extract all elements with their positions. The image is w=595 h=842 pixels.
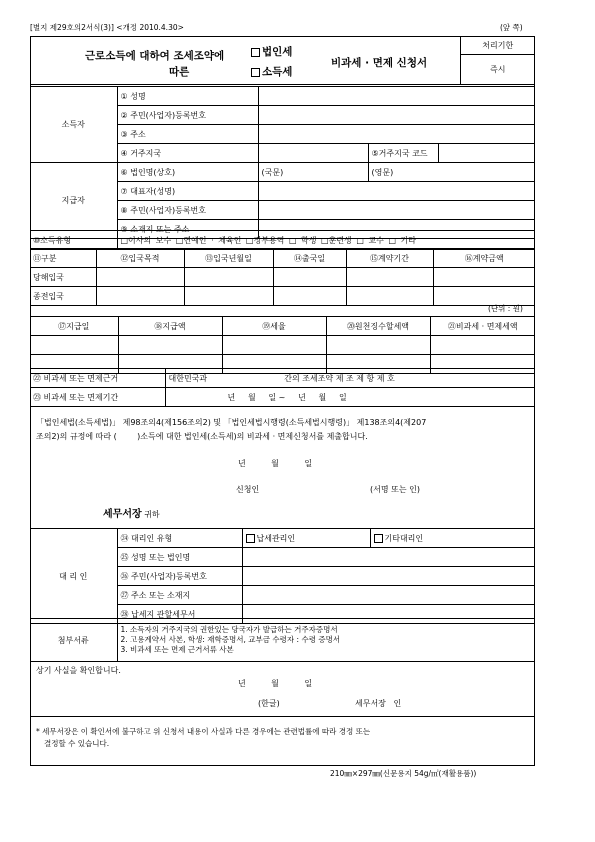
title-left-line1: 근로소득에 대하여 조세조약에 — [85, 50, 225, 62]
table-cell[interactable] — [96, 287, 184, 306]
agent-table — [30, 528, 535, 624]
revision: <개정 2010.4.30> — [116, 23, 184, 32]
table-cell[interactable] — [273, 268, 346, 287]
statement-block — [36, 416, 531, 444]
earner-id-field[interactable] — [258, 106, 535, 125]
honorific: 귀하 — [144, 510, 160, 519]
entry-header-category: ⑪구분 — [30, 249, 96, 268]
form-id-header — [30, 22, 184, 33]
table-cell[interactable] — [346, 268, 433, 287]
earner-name-label: ① 성명 — [117, 87, 258, 106]
table-cell[interactable] — [222, 336, 326, 355]
agent-type-label: ㉔ 대리인 유형 — [117, 529, 242, 548]
table-cell[interactable] — [30, 336, 118, 355]
title-table — [30, 36, 535, 85]
statement-line1: 「법인세법(소득세법)」 제98조의4(제156조의2) 및 「법인세법시행령(소득세법시행령)」 제138조의4(제207 — [36, 418, 427, 427]
income-earner-label: 소득자 — [30, 87, 117, 163]
title-option-income[interactable]: 소득세 — [251, 64, 292, 79]
sign-label[interactable]: (서명 또는 인) — [370, 485, 420, 494]
title-right: 비과세 · 면제 신청서 — [331, 57, 428, 69]
entry-header-contract-amount: ⑯계약금액 — [433, 249, 535, 268]
agent-label: 대 리 인 — [30, 529, 117, 624]
attachments-label: 첨부서류 — [30, 619, 117, 662]
basis-field[interactable] — [165, 369, 535, 388]
form-id: [별지 제29호의2서식(3)] — [30, 23, 114, 32]
paper-spec: 210㎜×297㎜(신문용지 54g/㎡(재활용품)) — [330, 769, 477, 778]
table-cell[interactable] — [118, 336, 222, 355]
option-trainee[interactable]: □훈련생 — [321, 235, 352, 245]
earner-name-field[interactable] — [258, 87, 535, 106]
agent-id-field[interactable] — [242, 567, 535, 586]
entry-row-previous: 종전입국 — [30, 287, 96, 306]
entry-header-contract-period: ⑮계약기간 — [346, 249, 433, 268]
page-side: (앞 쪽) — [500, 23, 523, 32]
earner-address-field[interactable] — [258, 125, 535, 144]
earner-country-field[interactable] — [258, 144, 368, 163]
checkbox-icon[interactable] — [251, 68, 260, 77]
payer-rep-field[interactable] — [258, 182, 535, 201]
agent-option-tax-manager[interactable]: 납세관리인 — [242, 529, 370, 548]
checkbox-icon[interactable] — [246, 534, 255, 543]
option-professor[interactable]: □ 교수 — [356, 235, 384, 245]
confirm-text: 상기 사실을 확인합니다. — [36, 666, 121, 675]
attachment-item: 3. 비과세 또는 면제 근거서류 사본 — [120, 645, 234, 654]
earner-country-label: ④ 거주지국 — [117, 144, 258, 163]
income-type-table — [30, 230, 535, 250]
payer-id-field[interactable] — [258, 201, 535, 220]
title-cell — [30, 36, 460, 85]
payment-header-exempt: ㉑비과세 · 면제세액 — [430, 317, 535, 336]
checkbox-icon[interactable] — [251, 48, 260, 57]
agent-address-label: ㉗ 주소 또는 소재지 — [117, 586, 242, 605]
entry-header-entry-date: ⑬입국년월일 — [184, 249, 273, 268]
table-cell[interactable] — [430, 336, 535, 355]
payer-company-korean[interactable]: (국문) — [258, 163, 368, 182]
payer-rep-label: ⑦ 대표자(성명) — [117, 182, 258, 201]
confirm-office: 세무서장 인 — [355, 699, 402, 708]
option-director-fee[interactable]: □이사의 보수 — [120, 235, 172, 245]
agent-name-label: ㉕ 성명 또는 법인명 — [117, 548, 242, 567]
option-student[interactable]: □ 학생 — [288, 235, 317, 245]
basis-text-b: 간의 조세조약 제 조 제 항 제 호 — [284, 373, 395, 383]
table-cell[interactable] — [273, 287, 346, 306]
unit-label: (단위 : 원) — [488, 304, 523, 313]
title-option-corporate[interactable]: 법인세 — [251, 44, 292, 59]
period-label: ㉓ 비과세 또는 면제기간 — [30, 388, 165, 407]
agent-name-field[interactable] — [242, 548, 535, 567]
earner-address-label: ③ 주소 — [117, 125, 258, 144]
basis-label: ㉒ 비과세 또는 면제근거 — [30, 369, 165, 388]
country-code-field[interactable] — [438, 144, 535, 163]
payer-company-english[interactable]: (영문) — [368, 163, 535, 182]
attachments-list — [117, 619, 535, 662]
payment-header-amount: ⑱지급액 — [118, 317, 222, 336]
note-line2: 결정할 수 있습니다. — [44, 739, 110, 748]
payer-company-label: ⑥ 법인명(상호) — [117, 163, 258, 182]
addressee — [103, 505, 160, 520]
payment-header-rate: ⑲세율 — [222, 317, 326, 336]
table-cell[interactable] — [96, 268, 184, 287]
option-government[interactable]: □정부용역 — [245, 235, 285, 245]
divider — [30, 716, 535, 717]
table-cell[interactable] — [433, 268, 535, 287]
entry-header-exit-date: ⑭출국일 — [273, 249, 346, 268]
country-code-label: ⑤거주지국 코드 — [368, 144, 438, 163]
confirm-hangul: (한글) — [258, 699, 280, 708]
attachment-item: 2. 고용계약서 사본, 학생: 재학증명서, 교부금 수령자 : 수령 증명서 — [120, 635, 341, 644]
payer-label: 지급자 — [30, 163, 117, 239]
statement-date[interactable]: 년 월 일 — [238, 459, 313, 468]
office-label: 세무서장 — [103, 509, 142, 520]
period-field[interactable]: 년 월 일 ~ 년 월 일 — [165, 388, 535, 407]
earner-payer-table — [30, 86, 535, 239]
title-left-line2: 따른 — [169, 66, 190, 78]
income-type-label: ⑩소득유형 — [30, 231, 117, 250]
confirm-date[interactable]: 년 월 일 — [238, 679, 313, 688]
entry-header-purpose: ⑫입국목적 — [96, 249, 184, 268]
table-cell[interactable] — [346, 287, 433, 306]
basis-table — [30, 368, 535, 407]
entry-row-current: 당해입국 — [30, 268, 96, 287]
table-cell[interactable] — [326, 336, 430, 355]
deadline-label: 처리기한 — [460, 36, 535, 55]
agent-id-label: ㉖ 주민(사업자)등록번호 — [117, 567, 242, 586]
income-type-options[interactable] — [117, 231, 535, 250]
table-cell[interactable] — [184, 268, 273, 287]
entry-table — [30, 248, 535, 306]
payer-id-label: ⑧ 주민(사업자)등록번호 — [117, 201, 258, 220]
attachment-item: 1. 소득자의 거주지국의 권한있는 당국자가 발급하는 거주자증명서 — [120, 625, 338, 634]
agent-address-field[interactable] — [242, 586, 535, 605]
payment-header-date: ⑰지급일 — [30, 317, 118, 336]
note-block — [36, 726, 531, 750]
agent-option-other[interactable]: 기타대리인 — [370, 529, 535, 548]
applicant-label: 신청인 — [236, 485, 260, 494]
option-entertainer[interactable]: □연예인 · 체육인 — [175, 235, 242, 245]
attachments-table — [30, 618, 535, 662]
payer-address-label: ⑨ 소재지 또는 주소 — [117, 220, 258, 239]
earner-id-label: ② 주민(사업자)등록번호 — [117, 106, 258, 125]
payment-table — [30, 316, 535, 374]
deadline-value: 즉시 — [460, 55, 535, 85]
checkbox-icon[interactable] — [374, 534, 383, 543]
payment-header-withholding: ⑳원천징수할세액 — [326, 317, 430, 336]
agent-office-label: ㉘ 납세지 관할세무서 — [117, 605, 242, 624]
statement-line2: 조의2)의 규정에 따라 ( )소득에 대한 법인세(소득세)의 비과세 · 면제신청서를 제출합니다. — [36, 432, 368, 441]
basis-text-a: 대한민국과 — [168, 373, 208, 383]
note-line1: * 세무서장은 이 확인서에 불구하고 위 신청서 내용이 사실과 다른 경우에는 관련법률에 따라 경정 또는 — [36, 727, 371, 736]
option-other[interactable]: □ 기타 — [388, 235, 417, 245]
table-cell[interactable] — [184, 287, 273, 306]
